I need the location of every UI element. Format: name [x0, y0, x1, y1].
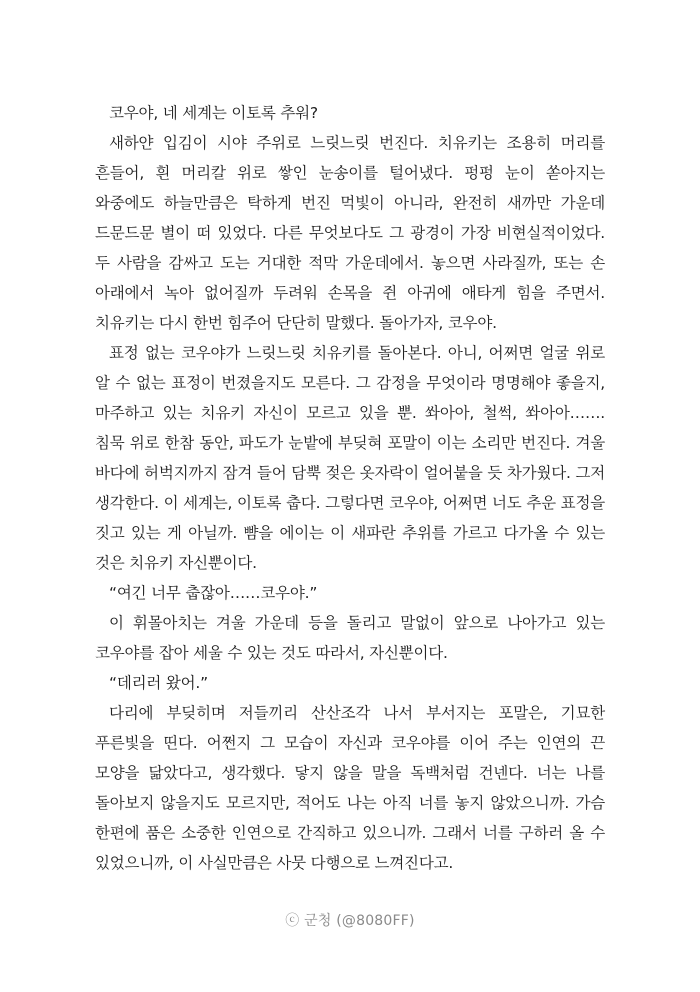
paragraph: 이 휘몰아치는 겨울 가운데 등을 돌리고 말없이 앞으로 나아가고 있는 코우야를 잡아 세울 수 있는 것도 따라서, 자신뿐이다.: [95, 614, 605, 662]
paragraph: 표정 없는 코우야가 느릿느릿 치유키를 돌아본다. 아니, 어쩌면 얼굴 위로 알 수 없는 표정이 번졌을지도 모른다. 그 감정을 무엇이라 명명해야 좋을지, 마주하고 있는 치유키 자신이 모르고 있을 뿐. 쏴아아, 철썩, 쏴아아……. 침묵 위로 한참 동안, 파도가 눈밭에 부딪혀 포말이 이는 소리만 번진다. 겨울 바다에 허벅지까지 잠겨 들어 담뿍 젖은 옷자락이 얼어붙을 듯 차가웠다. 그저 생각한다. 이 세계는, 이토록 춥다. 그렇다면 코우야, 어쩌면 너도 추운 표정을 짓고 있는 게 아닐까. 뺨을 에이는 이 새파란 추위를 가르고 다가올 수 있는 것은 치유키 자신뿐이다.: [95, 344, 605, 572]
paragraph: 새하얀 입김이 시야 주위로 느릿느릿 번진다. 치유키는 조용히 머리를 흔들어, 흰 머리칼 위로 쌓인 눈송이를 털어냈다. 펑펑 눈이 쏟아지는 와중에도 하늘만큼은 탁하게 번진 먹빛이 아니라, 완전히 새까만 가운데 드문드문 별이 떠 있었다. 다른 무엇보다도 그 광경이 가장 비현실적이었다. 두 사람을 감싸고 도는 거대한 적막 가운데에서. 놓으면 사라질까, 또는 손 아래에서 녹아 없어질까 두려워 손목을 쥔 아귀에 애타게 힘을 주면서. 치유키는 다시 한번 힘주어 단단히 말했다. 돌아가자, 코우야.: [95, 134, 605, 332]
body-text: [95, 98, 605, 878]
dialogue-line: “여긴 너무 춥잖아……코우야.”: [109, 584, 318, 602]
paragraph: 코우야, 네 세계는 이토록 추워?: [109, 104, 318, 122]
paragraph: 다리에 부딪히며 저들끼리 산산조각 나서 부서지는 포말은, 기묘한 푸른빛을 띤다. 어쩐지 그 모습이 자신과 코우야를 이어 주는 인연의 끈 모양을 닮았다고, 생각했다. 닿지 않을 말을 독백처럼 건넨다. 너는 나를 돌아보지 않을지도 모르지만, 적어도 나는 아직 너를 놓지 않았으니까. 가슴 한편에 품은 소중한 인연으로 간직하고 있으니까. 그래서 너를 구하러 올 수 있었으니까, 이 사실만큼은 사뭇 다행으로 느껴진다고.: [95, 704, 605, 872]
copyright-credit: ⓒ 군청 (@8080FF): [285, 913, 415, 929]
dialogue-line: “데리러 왔어.”: [109, 674, 208, 692]
